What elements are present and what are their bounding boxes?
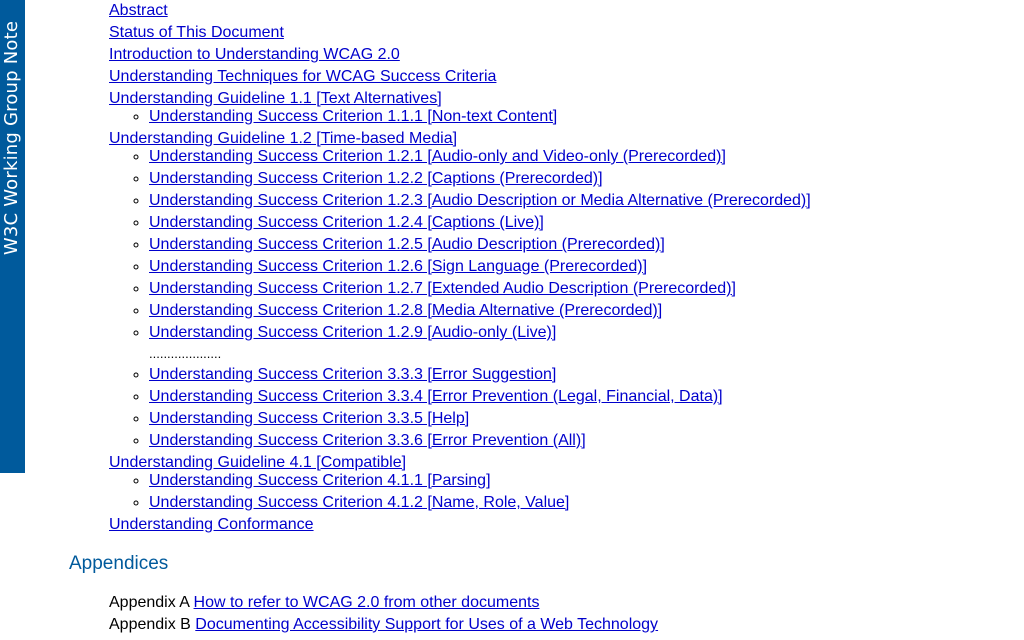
list-item bbox=[149, 212, 1009, 234]
toc-item-status bbox=[109, 22, 1009, 44]
link-sc-4-1-2[interactable]: Understanding Success Criterion 4.1.2 [Name, Role, Value] bbox=[149, 494, 570, 511]
link-sc-1-2-4[interactable]: Understanding Success Criterion 1.2.4 [Captions (Live)] bbox=[149, 214, 544, 231]
link-sc-1-2-1[interactable]: Understanding Success Criterion 1.2.1 [Audio-only and Video-only (Prerecorded)] bbox=[149, 148, 726, 165]
list-item bbox=[149, 408, 1009, 430]
guideline-1-1-criteria bbox=[109, 106, 1009, 128]
omitted-items-ellipsis bbox=[149, 344, 1009, 364]
link-abstract[interactable]: Abstract bbox=[109, 2, 168, 19]
link-sc-1-2-3[interactable]: Understanding Success Criterion 1.2.3 [Audio Description or Media Alternative (Prerecorded)] bbox=[149, 192, 811, 209]
link-techniques[interactable]: Understanding Techniques for WCAG Success Criteria bbox=[109, 68, 497, 85]
toc-item-guideline-1-2 bbox=[109, 128, 1009, 456]
toc-item-guideline-1-1 bbox=[109, 88, 1009, 132]
link-sc-1-2-8[interactable]: Understanding Success Criterion 1.2.8 [Media Alternative (Prerecorded)] bbox=[149, 302, 663, 319]
list-item bbox=[149, 300, 1009, 322]
link-guideline-1-1[interactable]: Understanding Guideline 1.1 [Text Alternatives] bbox=[109, 90, 442, 107]
link-sc-3-3-5[interactable]: Understanding Success Criterion 3.3.5 [Help] bbox=[149, 410, 470, 427]
list-item bbox=[149, 106, 1009, 128]
link-sc-3-3-3[interactable]: Understanding Success Criterion 3.3.3 [Error Suggestion] bbox=[149, 366, 557, 383]
toc-item-introduction bbox=[109, 44, 1009, 66]
appendix-list bbox=[109, 592, 658, 636]
link-status[interactable]: Status of This Document bbox=[109, 24, 284, 41]
table-of-contents bbox=[109, 0, 1009, 536]
guideline-4-1-criteria bbox=[109, 470, 1009, 514]
appendices-heading: Appendices bbox=[69, 553, 169, 574]
list-item bbox=[109, 592, 658, 614]
list-item bbox=[109, 614, 658, 636]
w3c-working-group-note-banner bbox=[0, 0, 25, 473]
toc-item-abstract bbox=[109, 0, 1009, 22]
list-item bbox=[149, 386, 1009, 408]
link-sc-3-3-6[interactable]: Understanding Success Criterion 3.3.6 [Error Prevention (All)] bbox=[149, 432, 586, 449]
link-sc-1-2-2[interactable]: Understanding Success Criterion 1.2.2 [Captions (Prerecorded)] bbox=[149, 170, 603, 187]
link-sc-3-3-4[interactable]: Understanding Success Criterion 3.3.4 [Error Prevention (Legal, Financial, Data)] bbox=[149, 388, 723, 405]
link-guideline-4-1[interactable]: Understanding Guideline 4.1 [Compatible] bbox=[109, 454, 407, 471]
list-item bbox=[149, 470, 1009, 492]
list-item bbox=[149, 492, 1009, 514]
link-sc-1-2-6[interactable]: Understanding Success Criterion 1.2.6 [Sign Language (Prerecorded)] bbox=[149, 258, 648, 275]
appendix-a-prefix: Appendix A bbox=[109, 594, 190, 611]
link-guideline-1-2[interactable]: Understanding Guideline 1.2 [Time-based Media] bbox=[109, 130, 458, 147]
link-sc-1-2-5[interactable]: Understanding Success Criterion 1.2.5 [Audio Description (Prerecorded)] bbox=[149, 236, 665, 253]
list-item bbox=[149, 168, 1009, 190]
list-item bbox=[149, 146, 1009, 168]
appendix-b-prefix: Appendix B bbox=[109, 616, 191, 633]
guideline-1-2-criteria bbox=[109, 146, 1009, 452]
toc-item-conformance bbox=[109, 514, 1009, 536]
link-sc-1-2-7[interactable]: Understanding Success Criterion 1.2.7 [Extended Audio Description (Prerecorded)] bbox=[149, 280, 736, 297]
list-item bbox=[149, 322, 1009, 344]
toc-item-guideline-4-1 bbox=[109, 452, 1009, 518]
ellipsis-text: .................... bbox=[149, 346, 222, 361]
link-sc-1-1-1[interactable]: Understanding Success Criterion 1.1.1 [Non-text Content] bbox=[149, 108, 558, 125]
link-appendix-b[interactable]: Documenting Accessibility Support for Uses of a Web Technology bbox=[195, 616, 659, 633]
list-item bbox=[149, 430, 1009, 452]
link-introduction[interactable]: Introduction to Understanding WCAG 2.0 bbox=[109, 46, 400, 63]
list-item bbox=[149, 190, 1009, 212]
banner-label: W3C Working Group Note bbox=[1, 20, 22, 256]
list-item bbox=[149, 256, 1009, 278]
link-sc-1-2-9[interactable]: Understanding Success Criterion 1.2.9 [Audio-only (Live)] bbox=[149, 324, 557, 341]
list-item bbox=[149, 234, 1009, 256]
link-appendix-a[interactable]: How to refer to WCAG 2.0 from other documents bbox=[193, 594, 540, 611]
list-item bbox=[149, 364, 1009, 386]
link-sc-4-1-1[interactable]: Understanding Success Criterion 4.1.1 [Parsing] bbox=[149, 472, 491, 489]
list-item bbox=[149, 278, 1009, 300]
link-conformance[interactable]: Understanding Conformance bbox=[109, 516, 314, 533]
toc-item-techniques bbox=[109, 66, 1009, 88]
